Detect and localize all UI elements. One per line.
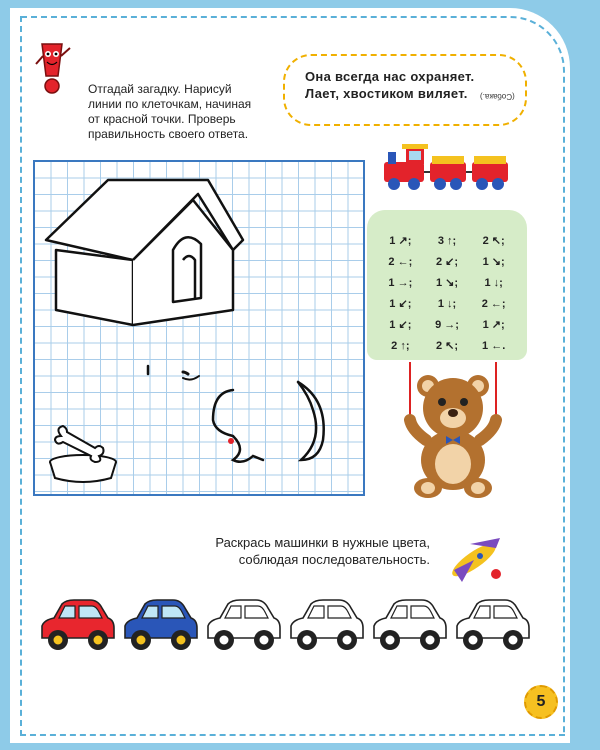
- instruction-line: соблюдая последовательность.: [238, 552, 430, 567]
- riddle-bubble: [283, 54, 527, 126]
- code-row: [377, 230, 517, 251]
- start-red-dot: [228, 438, 234, 444]
- cars-task-instructions: [170, 534, 430, 568]
- code-cell: 2 ↖;: [435, 340, 459, 352]
- code-row: [377, 293, 517, 314]
- teddy-bear-icon: [398, 360, 508, 500]
- direction-code-table: [377, 230, 517, 356]
- dog-task-instructions: [88, 82, 260, 142]
- code-cell: 1 →;: [388, 276, 413, 289]
- code-cell: 1 ↗;: [482, 319, 505, 331]
- code-banner: [367, 210, 527, 360]
- code-row: [377, 272, 517, 293]
- code-cell: 1 ↙;: [389, 298, 412, 310]
- exclamation-mascot-icon: [30, 40, 80, 100]
- code-row: [377, 335, 517, 356]
- bone-bowl-drawing: [50, 426, 116, 482]
- toy-plane-icon: [440, 530, 508, 586]
- code-cell: 1 ↘;: [435, 277, 459, 289]
- doghouse-drawing: [33, 160, 365, 496]
- code-cell: 1 ↓;: [484, 276, 503, 289]
- instruction-line: правильность своего ответа.: [88, 127, 249, 141]
- instruction-line: Отгадай загадку. Нарисуй: [88, 82, 232, 96]
- code-cell: 1 ↗;: [389, 235, 412, 247]
- code-cell: 9 →;: [435, 318, 459, 331]
- dog-drawing: [148, 366, 324, 462]
- instruction-line: линии по клеточкам, начиная: [88, 97, 252, 111]
- instruction-line: от красной точки. Проверь: [88, 112, 236, 126]
- page-number: 5: [524, 685, 558, 719]
- riddle-line: Лает, хвостиком виляет.: [305, 86, 468, 101]
- code-cell: 2 ↖;: [482, 235, 505, 247]
- code-cell: 2 ↙;: [435, 256, 459, 268]
- code-row: [377, 314, 517, 335]
- riddle-text: [305, 68, 474, 102]
- car-icon[interactable]: [204, 596, 282, 656]
- car-icon[interactable]: [121, 596, 199, 656]
- riddle-line: Она всегда нас охраняет.: [305, 69, 475, 84]
- code-cell: 1 ←.: [482, 339, 506, 352]
- code-cell: 2 ←;: [481, 297, 506, 310]
- code-cell: 2 ↑;: [391, 339, 410, 352]
- code-row: [377, 251, 517, 272]
- code-cell: 2 ←;: [388, 255, 413, 268]
- code-cell: 1 ↓;: [437, 297, 457, 310]
- riddle-answer: (Собака.): [480, 92, 515, 101]
- code-cell: 3 ↑;: [437, 234, 457, 247]
- toy-train-icon: [380, 140, 520, 196]
- code-cell: 1 ↙;: [389, 319, 412, 331]
- car-icon[interactable]: [38, 596, 116, 656]
- car-icon[interactable]: [370, 596, 448, 656]
- instruction-line: Раскрась машинки в нужные цвета,: [215, 535, 430, 550]
- code-cell: 1 ↘;: [482, 256, 505, 268]
- drawing-grid[interactable]: [33, 160, 365, 496]
- car-icon[interactable]: [287, 596, 365, 656]
- cars-row: [38, 596, 528, 658]
- car-icon[interactable]: [453, 596, 531, 656]
